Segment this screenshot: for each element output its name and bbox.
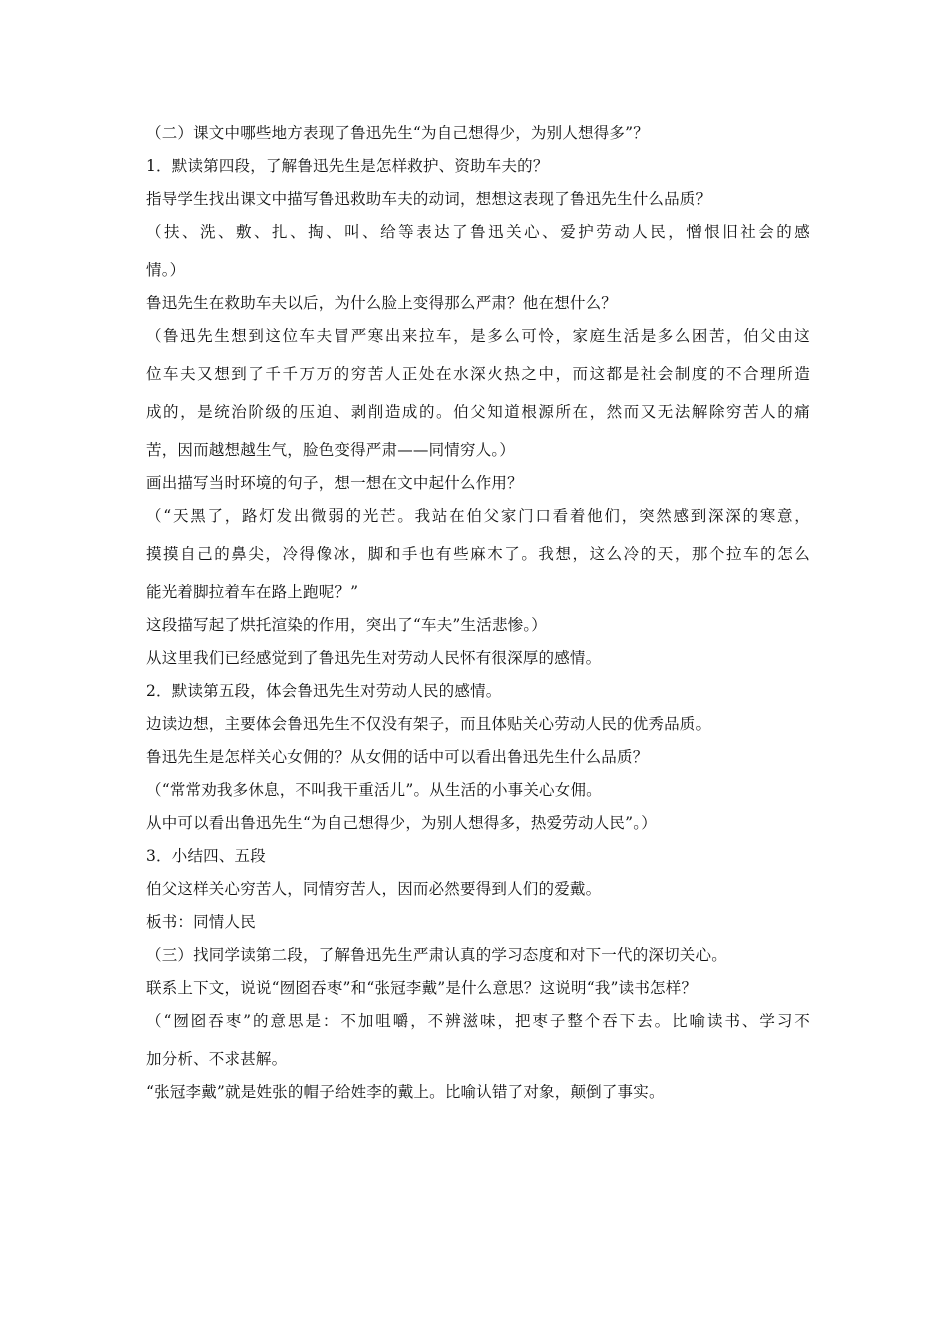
text-line: 成的，是统治阶级的压迫、剥削造成的。伯父知道根源所在，然而又无法解除穷苦人的痛 [146,403,810,421]
text-line: 联系上下文，说说“囫囵吞枣”和“张冠李戴”是什么意思？这说明“我”读书怎样？ [146,979,698,997]
text-line: （二）课文中哪些地方表现了鲁迅先生“为自己想得少，为别人想得多”？ [146,124,649,142]
text-line: 3．小结四、五段 [146,847,266,865]
text-line: 鲁迅先生在救助车夫以后，为什么脸上变得那么严肃？他在想什么？ [146,294,618,312]
text-line: 位车夫又想到了千千万万的穷苦人正处在水深火热之中，而这都是社会制度的不合理所造 [146,365,810,383]
text-line: （“囫囵吞枣”的意思是：不加咀嚼，不辨滋味，把枣子整个吞下去。比喻读书、学习不 [146,1012,810,1030]
document-body [146,122,810,1114]
text-line: （扶、洗、敷、扎、掏、叫、给等表达了鲁迅关心、爱护劳动人民，憎恨旧社会的感 [146,223,810,241]
text-line: 加分析、不求甚解。 [146,1050,288,1068]
text-line: （鲁迅先生想到这位车夫冒严寒出来拉车，是多么可怜，家庭生活是多么困苦，伯父由这 [146,327,810,345]
text-line: 板书：同情人民 [146,913,256,931]
text-line: 从中可以看出鲁迅先生“为自己想得少，为别人想得多，热爱劳动人民”。） [146,814,657,832]
text-line: 这段描写起了烘托渲染的作用，突出了“车夫”生活悲惨。） [146,616,547,634]
text-line: 画出描写当时环境的句子，想一想在文中起什么作用？ [146,474,523,492]
text-line: 1．默读第四段，了解鲁迅先生是怎样救护、资助车夫的？ [146,157,549,175]
text-line: 指导学生找出课文中描写鲁迅救助车夫的动词，想想这表现了鲁迅先生什么品质？ [146,190,712,208]
text-line: （“天黑了，路灯发出微弱的光芒。我站在伯父家门口看着他们，突然感到深深的寒意， [146,507,810,525]
text-line: “张冠李戴”就是姓张的帽子给姓李的戴上。比喻认错了对象，颠倒了事实。 [146,1083,665,1101]
text-line: （三）找同学读第二段，了解鲁迅先生严肃认真的学习态度和对下一代的深切关心。 [146,946,727,964]
text-line: 伯父这样关心穷苦人，同情穷苦人，因而必然要得到人们的爱戴。 [146,880,602,898]
text-line: 摸摸自己的鼻尖，冷得像冰，脚和手也有些麻木了。我想，这么冷的天，那个拉车的怎么 [146,545,810,563]
text-line: 鲁迅先生是怎样关心女佣的？从女佣的话中可以看出鲁迅先生什么品质？ [146,748,649,766]
text-line: （“常常劝我多休息，不叫我干重活儿”。从生活的小事关心女佣。 [146,781,602,799]
text-line: 苦，因而越想越生气，脸色变得严肃——同情穷人。） [146,441,516,459]
text-line: 从这里我们已经感觉到了鲁迅先生对劳动人民怀有很深厚的感情。 [146,649,602,667]
text-line: 边读边想，主要体会鲁迅先生不仅没有架子，而且体贴关心劳动人民的优秀品质。 [146,715,712,733]
text-line: 能光着脚拉着车在路上跑呢？” [146,583,359,601]
text-line: 情。） [146,261,186,279]
text-line: 2．默读第五段，体会鲁迅先生对劳动人民的感情。 [146,682,502,700]
